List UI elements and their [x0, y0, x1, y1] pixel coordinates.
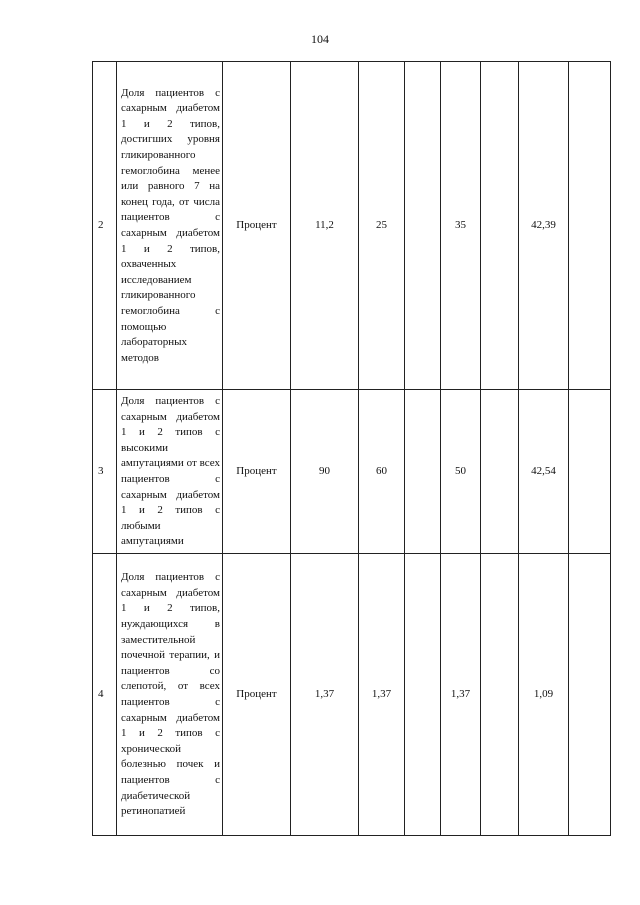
value-cell: 42,54	[519, 390, 569, 554]
value-cell: 1,37	[359, 554, 405, 836]
unit-cell: Процент	[223, 62, 291, 390]
value-cell: 60	[359, 390, 405, 554]
value-cell: 90	[291, 390, 359, 554]
page-number: 104	[311, 32, 329, 46]
value-cell: 25	[359, 62, 405, 390]
row-number: 2	[93, 62, 117, 390]
value-cell	[481, 390, 519, 554]
value-cell	[481, 554, 519, 836]
row-number: 3	[93, 390, 117, 554]
value-cell: 1,37	[291, 554, 359, 836]
indicator-description: Доля пациентов с сахарным диабетом 1 и 2 типов с высокими ампутациями от всех пациентов с сахарным диабетом 1 и 2 типов с любыми ампутациями	[117, 390, 223, 554]
indicator-description: Доля пациентов с сахарным диабетом 1 и 2 типов, нуждающихся в заместительной почечной терапии, и пациентов со слепотой, от всех пациентов с сахарным диабетом 1 и 2 типов с хронической болезнью почек и пациентов с диабетической ретинопатией	[117, 554, 223, 836]
value-cell	[405, 62, 441, 390]
value-cell	[569, 62, 611, 390]
value-cell: 11,2	[291, 62, 359, 390]
value-cell	[569, 554, 611, 836]
value-cell	[405, 390, 441, 554]
value-cell	[481, 62, 519, 390]
value-cell	[405, 554, 441, 836]
unit-cell: Процент	[223, 554, 291, 836]
value-cell: 1,09	[519, 554, 569, 836]
indicator-description: Доля пациентов с сахарным диабетом 1 и 2 типов, достигших уровня гликированного гемоглобина менее или равного 7 на конец года, от числа пациентов с сахарным диабетом 1 и 2 типов, охваченных исследованием гликированного гемоглобина с помощью лабораторных методов	[117, 62, 223, 390]
value-cell: 1,37	[441, 554, 481, 836]
value-cell: 35	[441, 62, 481, 390]
table-row	[93, 554, 611, 836]
row-number: 4	[93, 554, 117, 836]
table-row	[93, 62, 611, 390]
table-row	[93, 390, 611, 554]
indicators-table	[92, 61, 611, 836]
value-cell: 50	[441, 390, 481, 554]
unit-cell: Процент	[223, 390, 291, 554]
value-cell	[569, 390, 611, 554]
value-cell: 42,39	[519, 62, 569, 390]
